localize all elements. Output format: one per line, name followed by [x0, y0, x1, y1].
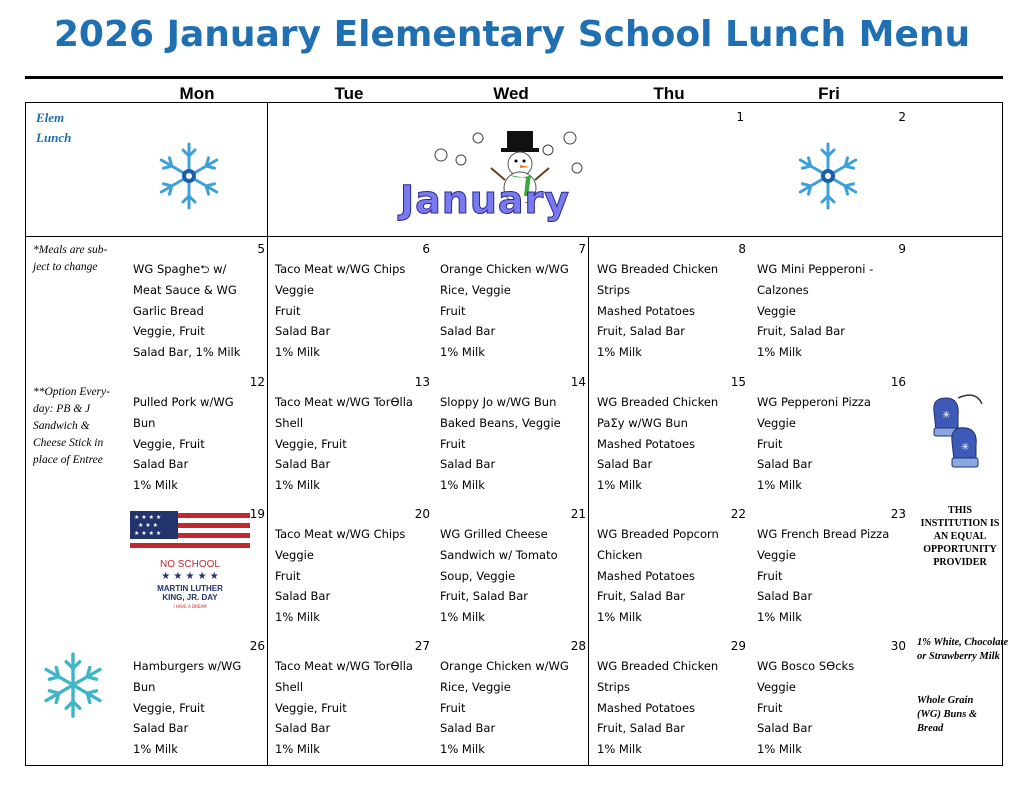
date-number: 29 — [730, 639, 746, 653]
menu-line: Fruit, Salad Bar — [597, 589, 686, 604]
date-number: 26 — [249, 639, 265, 653]
date-number: 12 — [249, 375, 265, 389]
date-number: 20 — [414, 507, 430, 521]
menu-line: Salad Bar — [133, 457, 189, 472]
menu-line: 1% Milk — [440, 742, 485, 757]
menu-cell — [275, 259, 405, 363]
menu-line: Fruit — [275, 303, 301, 318]
menu-line: 1% Milk — [275, 478, 320, 493]
note-option: **Option Every- day: PB & J Sandwich & Cheese Stick in place of Entree — [33, 386, 110, 466]
menu-line: Fruit — [757, 568, 783, 583]
no-school-label: NO SCHOOL — [159, 559, 220, 570]
menu-line: Fruit — [440, 436, 466, 451]
menu-line: 1% Milk — [440, 345, 485, 360]
day-header-mon: Mon — [179, 84, 215, 103]
column-divider — [267, 236, 268, 766]
menu-line: WG French Bread Pizza — [757, 527, 890, 541]
menu-line: WG Breaded Chicken — [597, 262, 719, 276]
menu-line: Veggie — [275, 547, 314, 562]
menu-line: Bun — [133, 679, 156, 694]
menu-line: WG Breaded Popcorn — [597, 527, 719, 541]
date-number: 30 — [890, 639, 906, 653]
svg-text:✳: ✳ — [942, 410, 951, 421]
menu-line: Fruit, Salad Bar — [597, 721, 686, 736]
snowflake-icon — [153, 140, 225, 212]
menu-line: Strips — [597, 679, 631, 694]
menu-line: Salad Bar — [757, 589, 813, 604]
menu-line: Rice, Veggie — [440, 679, 511, 694]
date-number: 19 — [249, 507, 265, 521]
menu-line: Hamburgers w/WG — [133, 659, 242, 673]
day-header-tue: Tue — [334, 84, 364, 103]
january-banner: January — [400, 178, 571, 222]
snowflake-icon — [792, 140, 864, 212]
dream-tagline: I HAVE A DREAM — [173, 604, 207, 609]
menu-line: 1% Milk — [275, 610, 320, 625]
menu-line: WG Breaded Chicken — [597, 659, 719, 673]
menu-line: Shell — [275, 415, 304, 430]
menu-line: Fruit — [440, 700, 466, 715]
menu-line: Mashed Potatoes — [597, 568, 696, 583]
menu-line: 1% Milk — [440, 610, 485, 625]
header-rule — [25, 76, 1003, 79]
date-number: 1 — [736, 110, 744, 124]
menu-line: Salad Bar — [275, 457, 331, 472]
menu-cell — [440, 259, 569, 363]
menu-line: WG Pepperoni Pizza — [757, 395, 871, 409]
menu-line: Mashed Potatoes — [597, 303, 696, 318]
menu-line: WG Grilled Cheese — [440, 527, 548, 541]
menu-line: Salad Bar — [133, 721, 189, 736]
menu-cell — [757, 524, 889, 628]
date-number: 23 — [890, 507, 906, 521]
menu-cell — [133, 259, 240, 363]
date-number: 7 — [578, 242, 586, 256]
menu-cell — [275, 656, 413, 760]
menu-cell — [440, 392, 561, 496]
menu-line: Taco Meat w/WG Chips — [275, 262, 406, 276]
menu-line: PaΣy w/WG Bun — [597, 415, 688, 430]
menu-line: Veggie, Fruit — [275, 436, 347, 451]
menu-line: Sloppy Jo w/WG Bun — [440, 395, 557, 409]
menu-line: Veggie — [757, 547, 796, 562]
menu-cell — [757, 392, 871, 496]
menu-line: 1% Milk — [275, 345, 320, 360]
week-divider — [25, 236, 1003, 237]
menu-line: Veggie, Fruit — [133, 436, 205, 451]
stars-icon: ★ ★ ★ ★ ★ — [161, 571, 219, 582]
menu-line: Fruit, Salad Bar — [757, 324, 846, 339]
menu-line: WG Bosco Sϴcks — [757, 659, 855, 673]
menu-cell — [133, 392, 234, 496]
menu-line: Veggie — [275, 282, 314, 297]
menu-line: Veggie — [757, 415, 796, 430]
menu-line: Baked Beans, Veggie — [440, 415, 561, 430]
menu-line: Pulled Pork w/WG — [133, 395, 234, 409]
menu-line: Soup, Veggie — [440, 568, 516, 583]
menu-cell — [597, 656, 718, 760]
svg-text:★ ★ ★ ★: ★ ★ ★ ★ — [134, 530, 162, 537]
no-school-graphic — [130, 511, 250, 611]
menu-line: Shell — [275, 679, 304, 694]
menu-line: 1% Milk — [440, 478, 485, 493]
menu-line: Fruit — [757, 700, 783, 715]
day-header-fri: Fri — [818, 84, 840, 103]
date-number: 15 — [730, 375, 746, 389]
elem-lunch-label: Elem Lunch — [36, 110, 72, 145]
date-number: 28 — [570, 639, 586, 653]
date-number: 5 — [257, 242, 265, 256]
menu-line: 1% Milk — [133, 742, 178, 757]
menu-line: Calzones — [757, 282, 809, 297]
menu-line: 1% Milk — [597, 742, 642, 757]
menu-line: Taco Meat w/WG Chips — [275, 527, 406, 541]
date-number: 27 — [414, 639, 430, 653]
menu-line: Salad Bar — [440, 457, 496, 472]
menu-cell — [275, 392, 413, 496]
menu-line: Veggie, Fruit — [133, 324, 205, 339]
menu-line: 1% Milk — [597, 478, 642, 493]
menu-line: Chicken — [597, 547, 643, 562]
svg-text:★ ★ ★: ★ ★ ★ — [138, 522, 158, 529]
menu-cell — [597, 392, 718, 496]
menu-cell — [757, 656, 854, 760]
snowflake-icon — [38, 650, 108, 720]
menu-line: Mashed Potatoes — [597, 436, 696, 451]
column-divider — [267, 102, 268, 236]
menu-line: Veggie, Fruit — [133, 700, 205, 715]
menu-line: Garlic Bread — [133, 303, 204, 318]
menu-line: Fruit, Salad Bar — [440, 589, 529, 604]
menu-cell — [757, 259, 873, 363]
date-number: 2 — [898, 110, 906, 124]
menu-line: WG Spaghe⮌ w/ — [133, 262, 227, 276]
menu-line: Taco Meat w/WG Torϴlla — [275, 395, 413, 409]
menu-line: Veggie, Fruit — [275, 700, 347, 715]
menu-line: Fruit — [440, 303, 466, 318]
menu-cell — [440, 524, 558, 628]
menu-line: Salad Bar — [440, 324, 496, 339]
menu-cell — [275, 524, 405, 628]
menu-line: Taco Meat w/WG Torϴlla — [275, 659, 413, 673]
menu-line: Fruit — [275, 568, 301, 583]
date-number: 21 — [570, 507, 586, 521]
menu-line: Orange Chicken w/WG — [440, 659, 569, 673]
menu-line: Salad Bar — [275, 721, 331, 736]
menu-line: WG Breaded Chicken — [597, 395, 719, 409]
column-divider — [588, 236, 589, 766]
menu-line: Veggie — [757, 679, 796, 694]
menu-line: Orange Chicken w/WG — [440, 262, 569, 276]
date-number: 16 — [890, 375, 906, 389]
menu-line: Strips — [597, 282, 631, 297]
menu-line: Salad Bar — [757, 721, 813, 736]
menu-line: Salad Bar — [757, 457, 813, 472]
menu-line: Salad Bar — [597, 457, 653, 472]
menu-line: Salad Bar — [275, 589, 331, 604]
menu-line: 1% Milk — [597, 610, 642, 625]
date-number: 14 — [570, 375, 586, 389]
menu-line: WG Mini Pepperoni - — [757, 262, 874, 276]
menu-line: Mashed Potatoes — [597, 700, 696, 715]
page-title: 2026 January Elementary School Lunch Menu — [53, 14, 971, 55]
note-meals-change: *Meals are sub- ject to change — [33, 244, 108, 273]
menu-line: 1% Milk — [597, 345, 642, 360]
menu-cell — [133, 656, 241, 760]
menu-line: Rice, Veggie — [440, 282, 511, 297]
menu-line: Sandwich w/ Tomato — [440, 547, 558, 562]
menu-line: 1% Milk — [275, 742, 320, 757]
menu-line: Bun — [133, 415, 156, 430]
svg-text:★ ★ ★ ★: ★ ★ ★ ★ — [134, 514, 162, 521]
mittens-icon — [928, 390, 990, 474]
menu-line: 1% Milk — [757, 478, 802, 493]
date-number: 13 — [414, 375, 430, 389]
equal-opportunity-note: THIS INSTITUTION IS AN EQUAL OPPORTUNITY PROVIDER — [920, 505, 1000, 568]
menu-line: 1% Milk — [757, 345, 802, 360]
menu-cell — [597, 524, 719, 628]
date-number: 8 — [738, 242, 746, 256]
menu-line: Meat Sauce & WG — [133, 282, 237, 297]
menu-cell — [597, 259, 718, 363]
mlk-day-label: MARTIN LUTHER KING, JR. DAY — [157, 584, 223, 602]
date-number: 22 — [730, 507, 746, 521]
menu-cell — [440, 656, 569, 760]
menu-line: Salad Bar — [440, 721, 496, 736]
day-header-thu: Thu — [653, 84, 685, 103]
day-header-wed: Wed — [493, 84, 529, 103]
menu-line: 1% Milk — [757, 742, 802, 757]
date-number: 6 — [422, 242, 430, 256]
note-milk: 1% White, Chocolate or Strawberry Milk — [917, 637, 1009, 662]
date-number: 9 — [898, 242, 906, 256]
menu-line: 1% Milk — [133, 478, 178, 493]
note-wholegrain: Whole Grain (WG) Buns & Bread — [917, 695, 978, 734]
menu-line: Salad Bar, 1% Milk — [133, 345, 241, 360]
menu-line: Salad Bar — [275, 324, 331, 339]
menu-line: Veggie — [757, 303, 796, 318]
menu-line: 1% Milk — [757, 610, 802, 625]
menu-line: Fruit, Salad Bar — [597, 324, 686, 339]
menu-line: Fruit — [757, 436, 783, 451]
svg-text:✳: ✳ — [961, 442, 970, 453]
